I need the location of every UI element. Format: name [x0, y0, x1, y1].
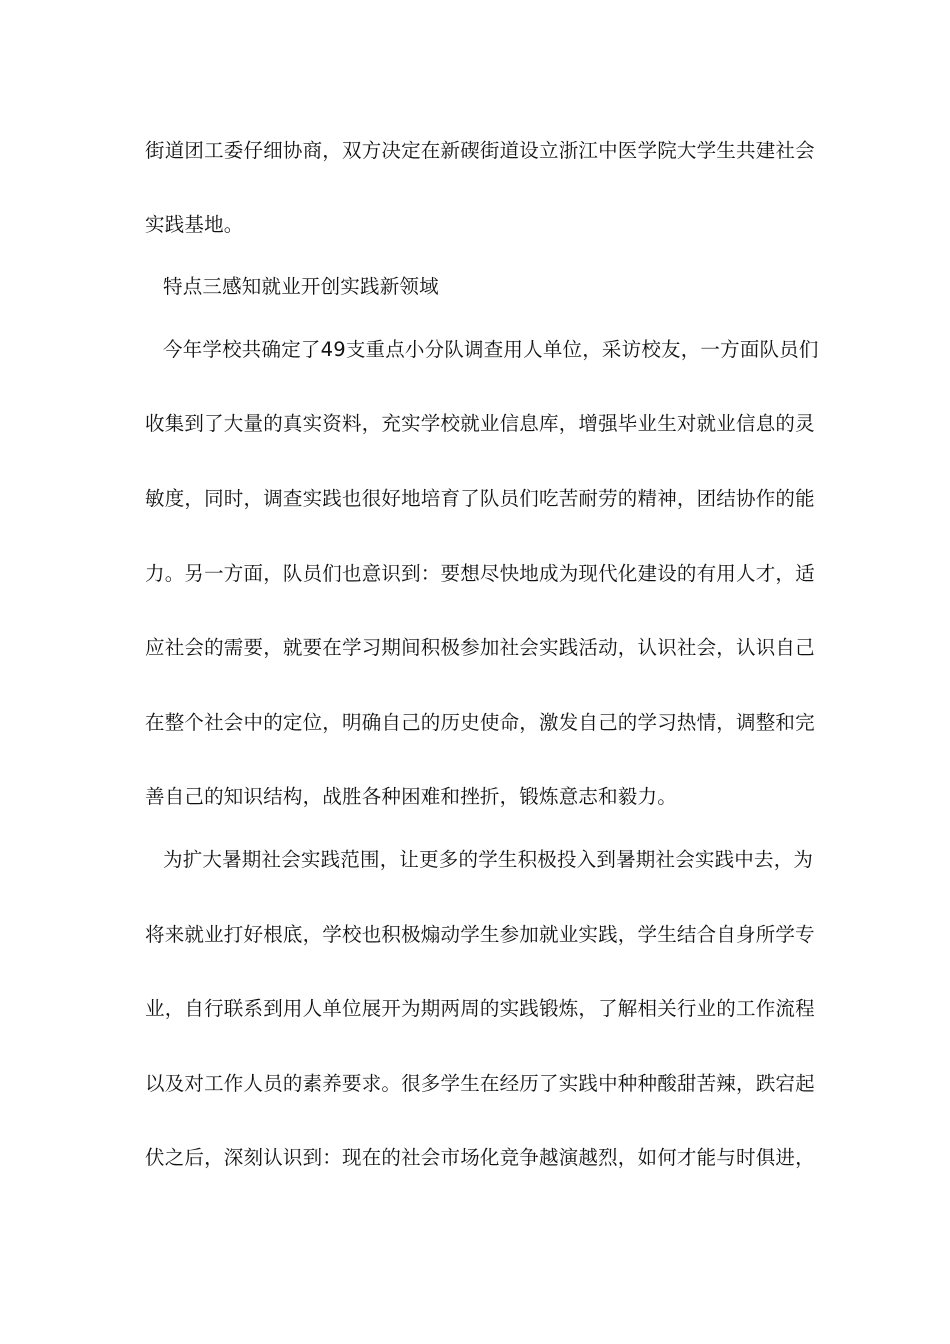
- paragraph-line: 收集到了大量的真实资料，充实学校就业信息库，增强毕业生对就业信息的灵: [145, 412, 815, 435]
- paragraph-line: 敏度，同时，调查实践也很好地培育了队员们吃苦耐劳的精神，团结协作的能: [145, 487, 815, 510]
- paragraph-line: 力。另一方面，队员们也意识到：要想尽快地成为现代化建设的有用人才，适: [145, 562, 815, 585]
- paragraph-line: 街道团工委仔细协商，双方决定在新碶街道设立浙江中医学院大学生共建社会: [145, 139, 815, 162]
- paragraph-line: 在整个社会中的定位，明确自己的历史使命，激发自己的学习热情，调整和完: [145, 711, 815, 734]
- paragraph-line: 为扩大暑期社会实践范围，让更多的学生积极投入到暑期社会实践中去，为: [163, 848, 814, 871]
- section-heading: 特点三感知就业开创实践新领域: [163, 275, 439, 298]
- paragraph-line: 应社会的需要，就要在学习期间积极参加社会实践活动，认识社会，认识自己: [145, 636, 815, 659]
- paragraph-line: 业，自行联系到用人单位展开为期两周的实践锻炼，了解相关行业的工作流程: [145, 997, 815, 1020]
- paragraph-line: 以及对工作人员的素养要求。很多学生在经历了实践中种种酸甜苦辣，跌宕起: [145, 1072, 815, 1095]
- paragraph-line: 伏之后，深刻认识到：现在的社会市场化竞争越演越烈，如何才能与时俱进，: [145, 1146, 815, 1169]
- paragraph-line: 实践基地。: [145, 213, 244, 236]
- paragraph-line: 善自己的知识结构，战胜各种困难和挫折，锻炼意志和毅力。: [145, 785, 677, 808]
- paragraph-line: 今年学校共确定了49支重点小分队调查用人单位，采访校友，一方面队员们: [163, 338, 819, 361]
- paragraph-line: 将来就业打好根底，学校也积极煽动学生参加就业实践，学生结合自身所学专: [145, 923, 815, 946]
